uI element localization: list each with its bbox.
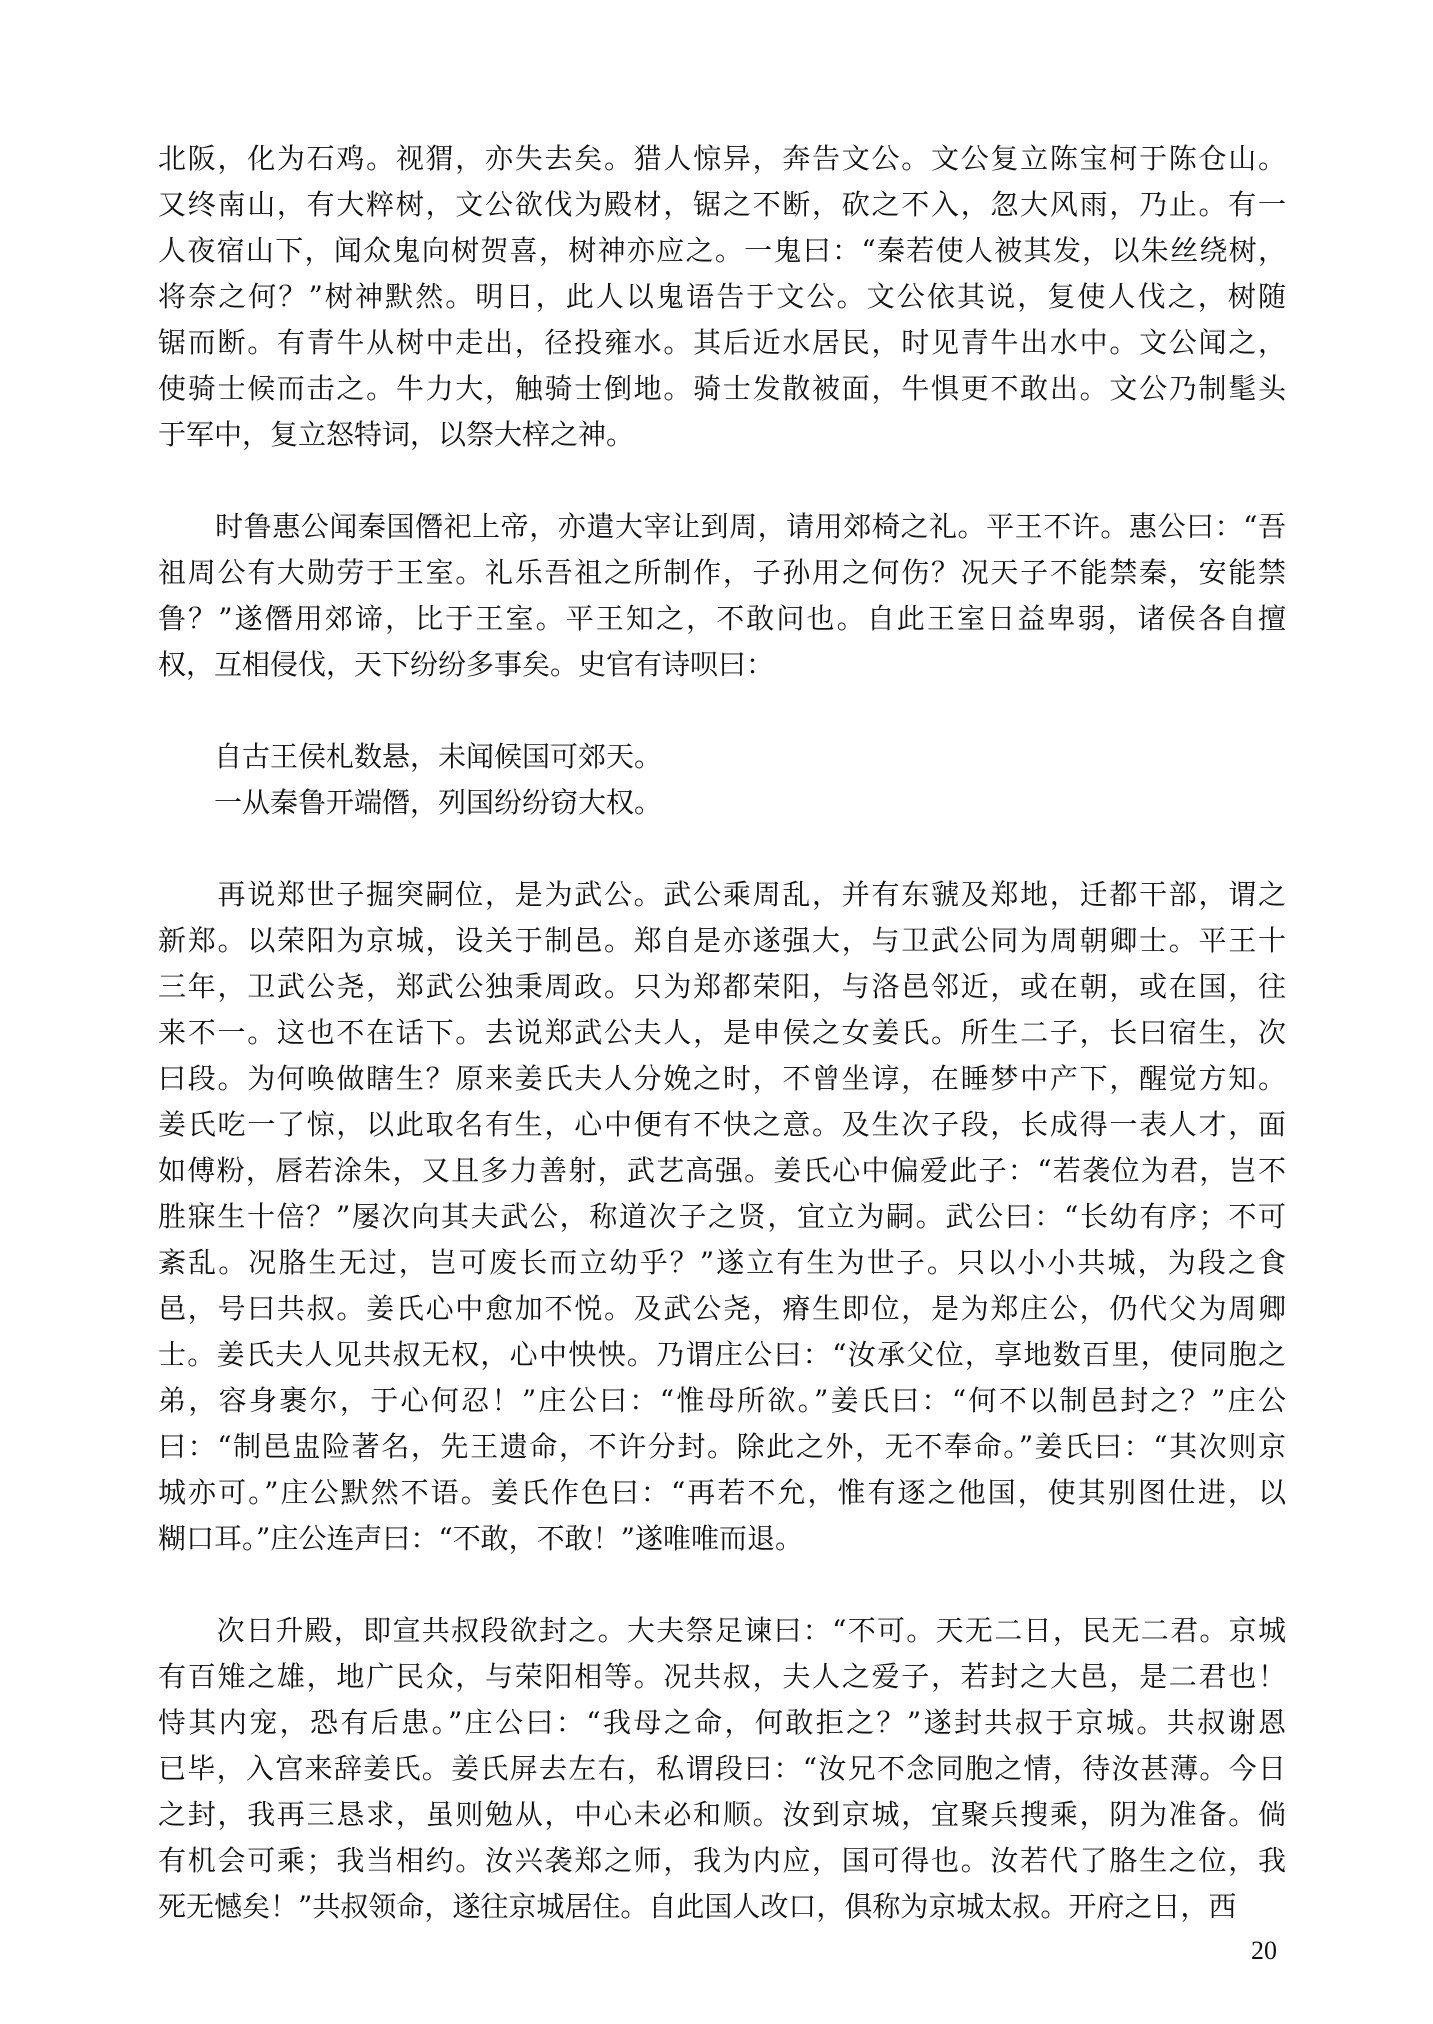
- text-line: 北阪，化为石鸡。视猬，亦失去矣。猎人惊异，奔告文公。文公复立陈宝柯于陈仓山。: [158, 142, 1286, 175]
- text-line: 祖周公有大勋劳于王室。礼乐吾祖之所制作，子孙用之何伤？况天子不能禁秦，安能禁: [158, 556, 1286, 589]
- text-line: 弟，容身裹尔，于心何忍！”庄公曰：“惟母所欲。”姜氏曰：“何不以制邑封之？”庄公: [158, 1384, 1286, 1417]
- text-line: 又终南山，有大粹树，文公欲伐为殿材，锯之不断，砍之不入，忽大风雨，乃止。有一: [158, 188, 1286, 221]
- text-line: 锯而断。有青牛从树中走出，径投雍水。其后近水居民，时见青牛出水中。文公闻之，: [158, 326, 1286, 359]
- text-line: 如傅粉，唇若涂朱，又且多力善射，武艺高强。姜氏心中偏爱此子：“若袭位为君，岂不: [158, 1154, 1286, 1187]
- text-line: 糊口耳。”庄公连声曰：“不敢，不敢！”遂唯唯而退。: [158, 1522, 803, 1555]
- text-line: 死无憾矣！”共叔领命，遂往京城居住。自此国人改口，俱称为京城太叔。开府之日，西: [158, 1890, 1237, 1923]
- text-line: 新郑。以荣阳为京城，设关于制邑。郑自是亦遂强大，与卫武公同为周朝卿士。平王十: [158, 924, 1286, 957]
- text-line: 人夜宿山下，闻众鬼向树贺喜，树神亦应之。一鬼曰：“秦若使人被其发，以朱丝绕树，: [158, 234, 1286, 267]
- paragraph: [158, 136, 1286, 458]
- page-number: 20: [1251, 1936, 1277, 1965]
- text-line: 时鲁惠公闻秦国僭祀上帝，亦遣大宰让到周，请用郊椅之礼。平王不许。惠公曰：“吾: [158, 510, 1286, 543]
- paragraph-gap: [158, 688, 1286, 734]
- text-line: 使骑士候而击之。牛力大，触骑士倒地。骑士发散被面，牛惧更不敢出。文公乃制髦头: [158, 372, 1286, 405]
- body-text: [158, 136, 1286, 1930]
- paragraph-gap: [158, 458, 1286, 504]
- text-line: 有机会可乘；我当相约。汝兴袭郑之师，我为内应，国可得也。汝若代了胳生之位，我: [158, 1844, 1286, 1877]
- text-line: 胜寐生十倍？”屡次向其夫武公，称道次子之贤，宜立为嗣。武公曰：“长幼有序；不可: [158, 1200, 1286, 1233]
- poem-line: 一从秦鲁开端僭，列国纷纷窃大权。: [214, 786, 663, 819]
- text-line: 已毕，入宫来辞姜氏。姜氏屏去左右，私谓段曰：“汝兄不念同胞之情，待汝甚薄。今日: [158, 1752, 1286, 1785]
- text-line: 邑，号曰共叔。姜氏心中愈加不悦。及武公尧，瘠生即位，是为郑庄公，仍代父为周卿: [158, 1292, 1286, 1325]
- text-line: 于军中，复立怒特词，以祭大梓之神。: [158, 418, 635, 451]
- paragraph: [158, 1608, 1286, 1930]
- text-line: 之封，我再三恳求，虽则勉从，中心未必和顺。汝到京城，宜聚兵搜乘，阴为准备。倘: [158, 1798, 1286, 1831]
- paragraph-gap: [158, 1562, 1286, 1608]
- text-line: 鲁？”遂僭用郊谛，比于王室。平王知之，不敢问也。自此王室日益卑弱，诸侯各自擅: [158, 602, 1286, 635]
- poem: [158, 734, 1286, 826]
- text-line: 士。姜氏夫人见共叔无权，心中怏怏。乃谓庄公曰：“汝承父位，享地数百里，使同胞之: [158, 1338, 1286, 1371]
- text-line: 曰段。为何唤做瞎生？原来姜氏夫人分娩之时，不曾坐谆，在睡梦中产下，醒觉方知。: [158, 1062, 1286, 1095]
- text-line: 再说郑世子掘突嗣位，是为武公。武公乘周乱，并有东虢及郑地，迁都干部，谓之: [158, 878, 1286, 911]
- text-line: 姜氏吃一了惊，以此取名有生，心中便有不快之意。及生次子段，长成得一表人才，面: [158, 1108, 1286, 1141]
- paragraph-gap: [158, 826, 1286, 872]
- text-line: 有百雉之雄，地广民众，与荣阳相等。况共叔，夫人之爱子，若封之大邑，是二君也！: [158, 1660, 1286, 1693]
- text-line: 三年，卫武公尧，郑武公独秉周政。只为郑都荣阳，与洛邑邻近，或在朝，或在国，往: [158, 970, 1286, 1003]
- poem-line: 自古王侯札数悬，未闻候国可郊天。: [214, 740, 663, 773]
- text-line: 紊乱。况胳生无过，岂可废长而立幼乎？”遂立有生为世子。只以小小共城，为段之食: [158, 1246, 1286, 1279]
- text-line: 城亦可。”庄公默然不语。姜氏作色曰：“再若不允，惟有逐之他国，使其别图仕进，以: [158, 1476, 1286, 1509]
- text-line: 来不一。这也不在话下。去说郑武公夫人，是申侯之女姜氏。所生二子，长曰宿生，次: [158, 1016, 1286, 1049]
- text-line: 恃其内宠，恐有后患。”庄公曰：“我母之命，何敢拒之？”遂封共叔于京城。共叔谢恩: [158, 1706, 1286, 1739]
- text-line: 权，互相侵伐，天下纷纷多事矣。史官有诗呗曰：: [158, 648, 775, 681]
- text-line: 曰：“制邑盅险著名，先王遗命，不许分封。除此之外，无不奉命。”姜氏曰：“其次则京: [158, 1430, 1286, 1463]
- paragraph: [158, 504, 1286, 688]
- text-line: 次日升殿，即宣共叔段欲封之。大夫祭足谏曰：“不可。天无二日，民无二君。京城: [158, 1614, 1286, 1647]
- paragraph: [158, 872, 1286, 1562]
- text-line: 将奈之何？”树神默然。明日，此人以鬼语告于文公。文公依其说，复使人伐之，树随: [158, 280, 1286, 313]
